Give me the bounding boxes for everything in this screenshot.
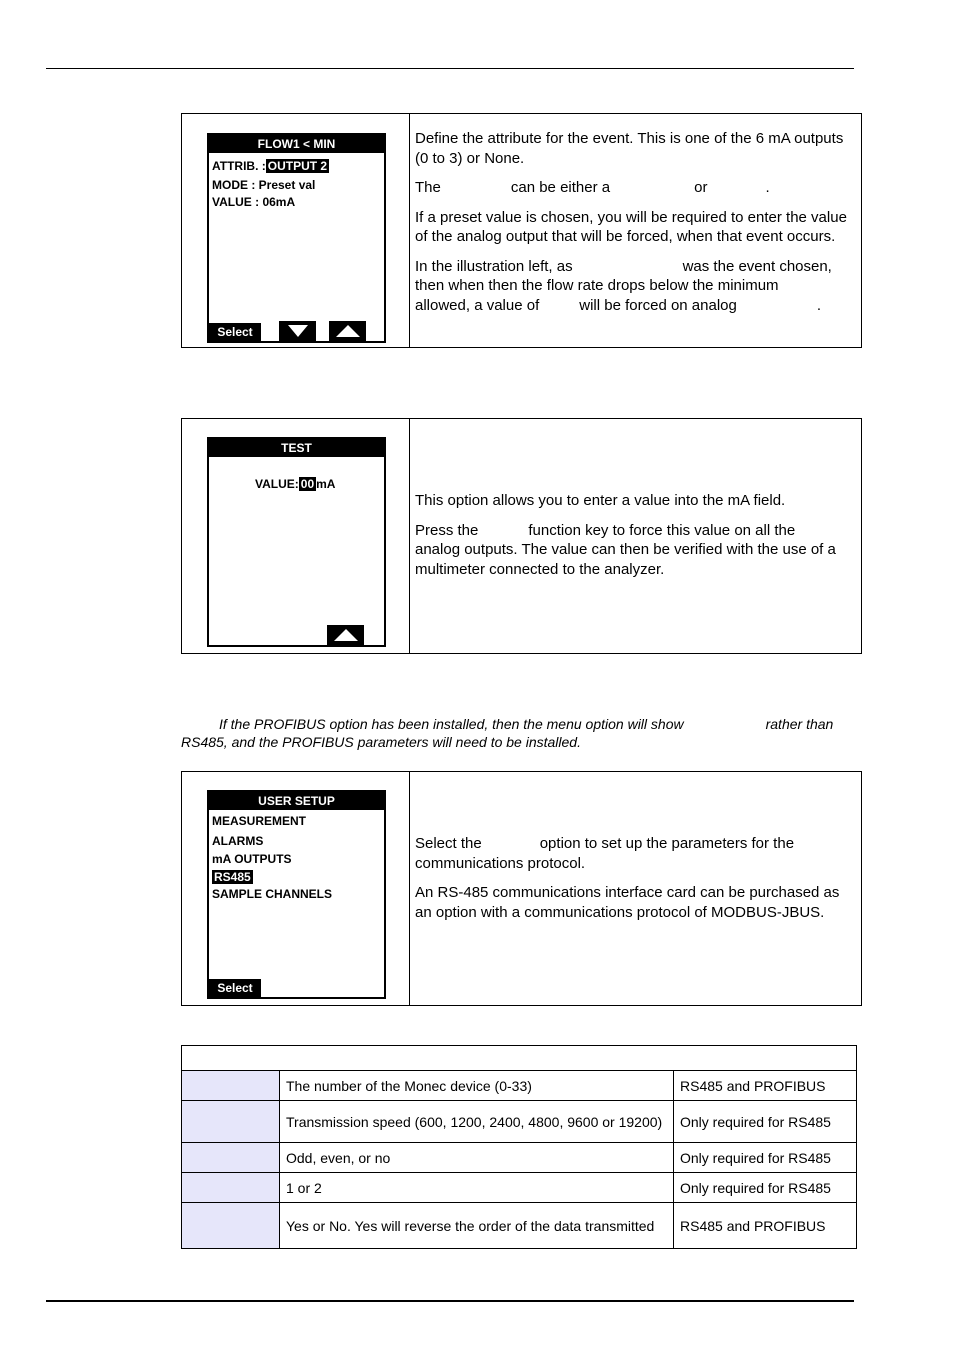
text-run: option to set up the parameters for the — [539, 835, 795, 852]
table-row — [182, 1101, 857, 1143]
text-run: In the illustration left, as — [415, 257, 573, 275]
menu-item-ma-outputs[interactable]: mA OUTPUTS — [212, 852, 292, 866]
attribute-text — [415, 129, 853, 325]
value-field[interactable]: 00 — [300, 477, 315, 491]
top-rule — [46, 68, 854, 69]
paragraph: If a preset value is chosen, you will be required to enter the value of the analog output that will be forced, when that event occurs. — [415, 208, 847, 245]
menu-item-measurement[interactable]: MEASUREMENT — [212, 814, 307, 828]
paragraph: Define the attribute for the event. This is one of the 6 mA outputs (0 to 3) or None. — [415, 130, 844, 167]
parameter-table — [181, 1045, 857, 1249]
text-run: was the event chosen, — [682, 257, 832, 275]
flow-min-screen — [207, 133, 386, 343]
select-softkey[interactable]: Select — [209, 979, 261, 997]
param-name-cell — [182, 1203, 280, 1249]
screen-title: TEST — [209, 439, 384, 457]
text-run: can be either a — [510, 179, 611, 196]
screen-cell — [182, 772, 410, 1005]
param-name-cell — [182, 1173, 280, 1203]
paragraph — [415, 178, 853, 198]
table-row — [182, 1071, 857, 1101]
table-row — [182, 1203, 857, 1249]
value-line: VALUE : 06mA — [212, 195, 296, 209]
text-run: . — [816, 296, 822, 314]
value-line — [255, 477, 335, 491]
value-label: VALUE: — [255, 477, 299, 491]
test-screen — [207, 437, 386, 647]
screen-title: FLOW1 < MIN — [209, 135, 384, 153]
attrib-line — [212, 159, 329, 173]
menu-item-label: RS485 — [214, 870, 251, 884]
param-name-cell — [182, 1101, 280, 1143]
text-run: rather than — [765, 716, 834, 732]
screen-cell — [182, 419, 410, 653]
param-name-cell — [182, 1071, 280, 1101]
table-header-row — [182, 1046, 857, 1071]
param-name-cell — [182, 1143, 280, 1173]
select-softkey[interactable]: Select — [209, 323, 261, 341]
table-row — [182, 1143, 857, 1173]
text-run: If the PROFIBUS option has been installed, then the menu option will show — [219, 716, 684, 732]
value-unit: mA — [316, 477, 336, 491]
user-setup-screen — [207, 790, 386, 999]
screen-cell — [182, 114, 410, 347]
paragraph — [415, 257, 853, 316]
text-run: analog outputs. The value can then be verified with the use of a multimeter connected to the analyzer. — [415, 541, 836, 578]
test-text — [415, 491, 853, 589]
text-run: . — [765, 179, 770, 196]
text-run: Select the — [415, 835, 482, 852]
text-run: will be forced on analog — [579, 296, 737, 314]
down-softkey[interactable] — [279, 321, 316, 341]
paragraph: An RS-485 communications interface card can be purchased as an option with a communications protocol of MODBUS-JBUS. — [415, 884, 840, 921]
param-desc: Yes or No. Yes will reverse the order of the data transmitted — [280, 1203, 674, 1249]
menu-item-sample-channels[interactable]: SAMPLE CHANNELS — [212, 887, 333, 901]
table-header-cell — [182, 1046, 857, 1071]
bottom-rule — [46, 1300, 854, 1302]
text-run: RS485, and the PROFIBUS parameters will need to be installed. — [181, 734, 581, 750]
text-run: function key to force this value on all the — [528, 521, 796, 539]
user-setup-box — [181, 771, 862, 1006]
param-scope: Only required for RS485 — [674, 1101, 857, 1143]
text-run: allowed, a value of — [415, 296, 540, 314]
text-run: then when then the flow rate drops below the minimum — [415, 277, 779, 294]
profibus-note — [181, 715, 856, 751]
param-scope: RS485 and PROFIBUS — [674, 1203, 857, 1249]
arrow-down-icon — [288, 325, 308, 337]
param-scope: Only required for RS485 — [674, 1143, 857, 1173]
attribute-box — [181, 113, 862, 348]
text-run: communications protocol. — [415, 854, 586, 872]
text-run: or — [694, 179, 708, 196]
text-run: The — [415, 179, 441, 196]
paragraph: This option allows you to enter a value into the mA field. — [415, 492, 786, 509]
mode-line: MODE : Preset val — [212, 178, 316, 192]
text-run: Press the — [415, 521, 479, 539]
screen-title: USER SETUP — [209, 792, 384, 810]
up-softkey[interactable] — [327, 625, 364, 645]
test-box — [181, 418, 862, 654]
user-setup-text — [415, 834, 853, 932]
param-desc: 1 or 2 — [280, 1173, 674, 1203]
param-desc: Transmission speed (600, 1200, 2400, 4800, 9600 or 19200) — [280, 1101, 674, 1143]
attrib-value[interactable]: OUTPUT 2 — [267, 159, 328, 173]
attrib-label: ATTRIB. : — [212, 159, 266, 173]
menu-item-alarms[interactable]: ALARMS — [212, 834, 264, 848]
paragraph — [415, 521, 853, 580]
arrow-up-icon — [334, 629, 358, 641]
param-scope: Only required for RS485 — [674, 1173, 857, 1203]
menu-item-rs485[interactable] — [212, 870, 253, 884]
up-softkey[interactable] — [329, 321, 366, 341]
param-scope: RS485 and PROFIBUS — [674, 1071, 857, 1101]
paragraph — [415, 834, 853, 873]
param-desc: The number of the Monec device (0-33) — [280, 1071, 674, 1101]
param-desc: Odd, even, or no — [280, 1143, 674, 1173]
table-row — [182, 1173, 857, 1203]
arrow-up-icon — [336, 325, 360, 337]
